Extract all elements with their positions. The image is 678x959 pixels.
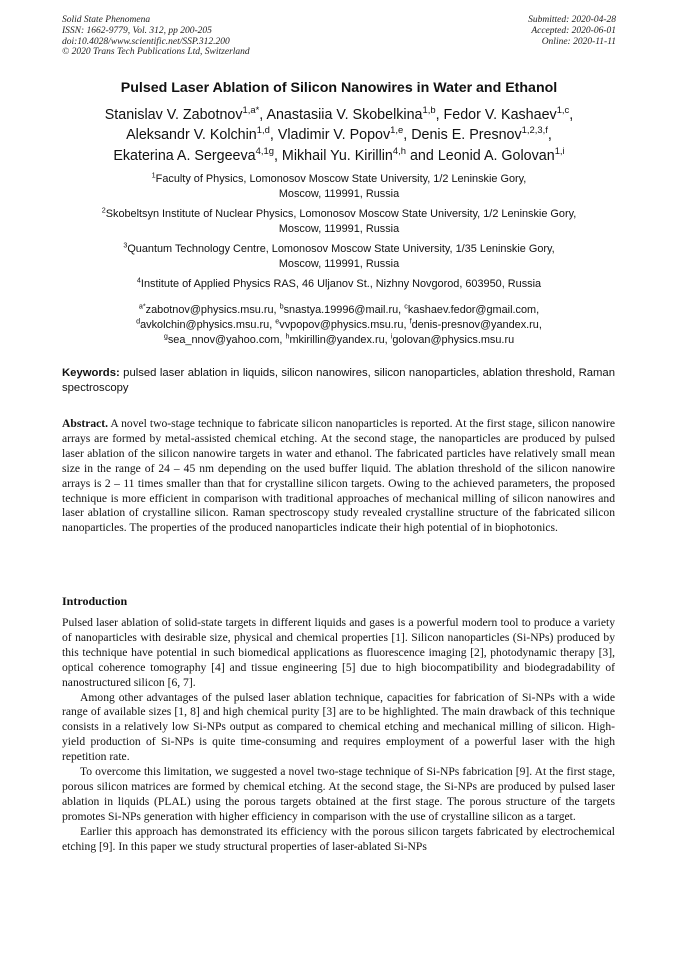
affiliation-text: Moscow, 119991, Russia: [278, 223, 400, 235]
affiliation-text: Faculty of Physics, Lomonosov Moscow State University, 1/2 Leninskie Gory,: [155, 173, 527, 185]
author-name: Anastasiia V. Skobelkina: [266, 107, 423, 123]
email-mark: a*: [138, 301, 146, 311]
email-link[interactable]: sea_nnov@yahoo.com,: [167, 333, 283, 346]
email-link[interactable]: golovan@physics.msu.ru: [392, 333, 515, 346]
affiliation-number: 3: [123, 240, 128, 250]
author-affiliation-mark: 1,b: [422, 104, 436, 116]
affiliation-list: [40, 172, 638, 297]
journal-name: Solid State Phenomena: [62, 15, 151, 25]
email-mark: d: [136, 316, 141, 326]
keywords-block: [62, 366, 615, 396]
affiliation-number: 4: [136, 275, 141, 285]
abstract-label: Abstract.: [62, 417, 109, 430]
author-conjunction: and: [409, 147, 434, 164]
body-paragraph: Pulsed laser ablation of solid-state targets in different liquids and gases is a powerful modern tool to produce a variety of nanoparticles with desirable size, physical and chemical properties [1]. Silicon nanoparticles (Si-NPs) produced by this technique have potential in such biomedical applications as fluorescence imaging [2], photodynamic therapy [3], optical coherence tomography [4] and tissue engineering [5] due to high biocompatibility and biodegradability of nanostructured silicon [6, 7].: [62, 616, 615, 689]
email-link[interactable]: snastya.19996@mail.ru,: [283, 304, 402, 316]
email-link[interactable]: avkolchin@physics.msu.ru,: [140, 318, 273, 331]
introduction-heading: Introduction: [62, 594, 128, 608]
author-affiliation-mark: 1,a*: [242, 104, 260, 116]
email-link[interactable]: kashaev.fedor@gmail.com,: [407, 304, 540, 316]
email-line: [40, 303, 638, 318]
email-mark: i: [390, 330, 393, 340]
affiliation-text: Institute of Applied Physics RAS, 46 Uljanov St., Nizhny Novgorod, 603950, Russia: [140, 278, 542, 290]
author-name: Vladimir V. Popov: [277, 127, 391, 144]
author-name: Mikhail Yu. Kirillin: [281, 147, 393, 164]
affiliation-text: Moscow, 119991, Russia: [278, 258, 400, 270]
affiliation-text: Quantum Technology Centre, Lomonosov Moscow State University, 1/35 Leninskie Gory,: [127, 243, 555, 255]
author-affiliation-mark: 1,e: [390, 124, 404, 136]
affiliation-text: Skobeltsyn Institute of Nuclear Physics, Lomonosov Moscow State University, 1/2 Leninskie Gory,: [105, 208, 577, 220]
affiliation-number: 2: [101, 205, 106, 215]
email-list: [40, 303, 638, 347]
author-affiliation-mark: 4,1g: [255, 144, 274, 156]
body-paragraph: Earlier this approach has demonstrated its efficiency with the porous silicon targets fabricated by electrochemical etching [9]. In this paper we study structural properties of laser-ablated Si-NPs: [62, 824, 615, 853]
affiliation: [40, 207, 638, 237]
abstract-block: [62, 417, 615, 536]
paper-title: Pulsed Laser Ablation of Silicon Nanowires in Water and Ethanol: [120, 80, 558, 96]
journal-header-right: [528, 15, 616, 47]
author-affiliation-mark: 1,2,3,f: [521, 124, 548, 136]
email-link[interactable]: vvpopov@physics.msu.ru,: [279, 318, 407, 331]
affiliation-text: Moscow, 119991, Russia: [278, 188, 400, 200]
submitted-date: Submitted: 2020-04-28: [528, 15, 616, 25]
author-line: Stanislav V. Zabotnov$^{1,a*}$, Anastasiia V. Skobelkina$^{1,b}$, Fedor V. Kashaev$^{1,c}$,: [104, 104, 574, 123]
keywords-text: pulsed laser ablation in liquids, silicon nanowires, silicon nanoparticles, ablation threshold, Raman spectroscopy: [62, 367, 616, 394]
author-list: [40, 105, 638, 166]
email-link[interactable]: mkirillin@yandex.ru,: [289, 333, 388, 346]
abstract-text: A novel two-stage technique to fabricate silicon nanoparticles is reported. At the first stage, silicon nanowire arrays are formed by metal-assisted chemical etching. At the second stage, the nanoparticles are produced by pulsed laser ablation of the silicon nanowire targets in water and ethanol. The fabricated particles have relatively small mean size in the range of 24 – 45 nm depending on the used buffer liquid. The ablation threshold of the silicon nanowire arrays is 2 – 11 times smaller than that for crystalline silicon targets. Owing to the achieved parameters, the proposed technique is more efficient in comparison with traditional approaches of mechanical milling of silicon nanowires and laser ablation of crystalline silicon. Raman spectroscopy study revealed crystalline structure of the fabricated silicon nanoparticles. The properties of the produced nanoparticles indicate their high potential of in biophotonics.: [62, 417, 615, 535]
email-link[interactable]: denis-presnov@yandex.ru,: [411, 318, 542, 331]
email-mark: f: [409, 316, 412, 326]
email-mark: e: [275, 316, 280, 326]
journal-header-left: [62, 15, 250, 58]
email-mark: b: [279, 301, 284, 311]
author-line: Aleksandr V. Kolchin$^{1,d}$, Vladimir V. Popov$^{1,e}$, Denis E. Presnov$^{1,2,3,f}$,: [126, 124, 552, 144]
introduction-body: [62, 616, 615, 855]
journal-copyright: © 2020 Trans Tech Publications Ltd, Switzerland: [62, 47, 250, 58]
email-mark: h: [285, 330, 290, 340]
affiliation-number: 1: [151, 170, 156, 180]
affiliation: [40, 242, 638, 272]
email-link[interactable]: zabotnov@physics.msu.ru,: [145, 304, 277, 316]
email-mark: g: [163, 330, 168, 340]
author-affiliation-mark: 1,d: [256, 124, 270, 136]
email-mark: c: [404, 301, 408, 311]
keywords-label: Keywords:: [62, 367, 120, 379]
author-line: Ekaterina A. Sergeeva$^{4,1g}$, Mikhail Yu. Kirillin$^{4,h}$ and Leonid A. Golovan$^{1,i}$: [113, 144, 565, 164]
body-paragraph: Among other advantages of the pulsed laser ablation technique, capacities for fabrication of Si-NPs with a wide range of available sizes [1, 8] and high chemical purity [3] are to be highlighted. The main drawback of this technique consists in a relatively low Si-NPs output as compared to chemical etching and mechanical milling of silicon. High-yield production of Si-NPs is quite time-consuming and requires employment of a powerful laser with the high repetition rate.: [62, 690, 615, 764]
affiliation: [40, 277, 638, 292]
affiliation: [40, 172, 638, 202]
author-name: Fedor V. Kashaev: [443, 107, 557, 123]
author-name: Aleksandr V. Kolchin: [126, 127, 257, 144]
author-name: Leonid A. Golovan: [437, 147, 555, 164]
author-name: Ekaterina A. Sergeeva: [113, 147, 256, 164]
accepted-date: Accepted: 2020-06-01: [531, 25, 616, 36]
email-line: [40, 330, 638, 348]
email-line: [40, 318, 638, 333]
author-affiliation-mark: 1,i: [554, 144, 565, 156]
author-name: Denis E. Presnov: [411, 127, 522, 144]
journal-issn: ISSN: 1662-9779, Vol. 312, pp 200-205: [62, 25, 212, 36]
online-date: Online: 2020-11-11: [541, 36, 616, 47]
author-name: Stanislav V. Zabotnov: [104, 107, 243, 123]
body-paragraph: To overcome this limitation, we suggested a novel two-stage technique of Si-NPs fabrication [9]. At the first stage, porous silicon matrices are formed by chemical etching. At the second stage, the Si-NPs are produced by pulsed laser ablation in liquids (PLAL) using the porous targets obtained at the first stage. The porous structure of the targets promotes Si-NPs generation with higher efficiency in comparison with the use of crystalline silicon as a target.: [62, 765, 615, 823]
journal-doi: doi:10.4028/www.scientific.net/SSP.312.200: [62, 36, 230, 47]
author-affiliation-mark: 4,h: [392, 144, 406, 156]
author-affiliation-mark: 1,c: [556, 104, 570, 116]
